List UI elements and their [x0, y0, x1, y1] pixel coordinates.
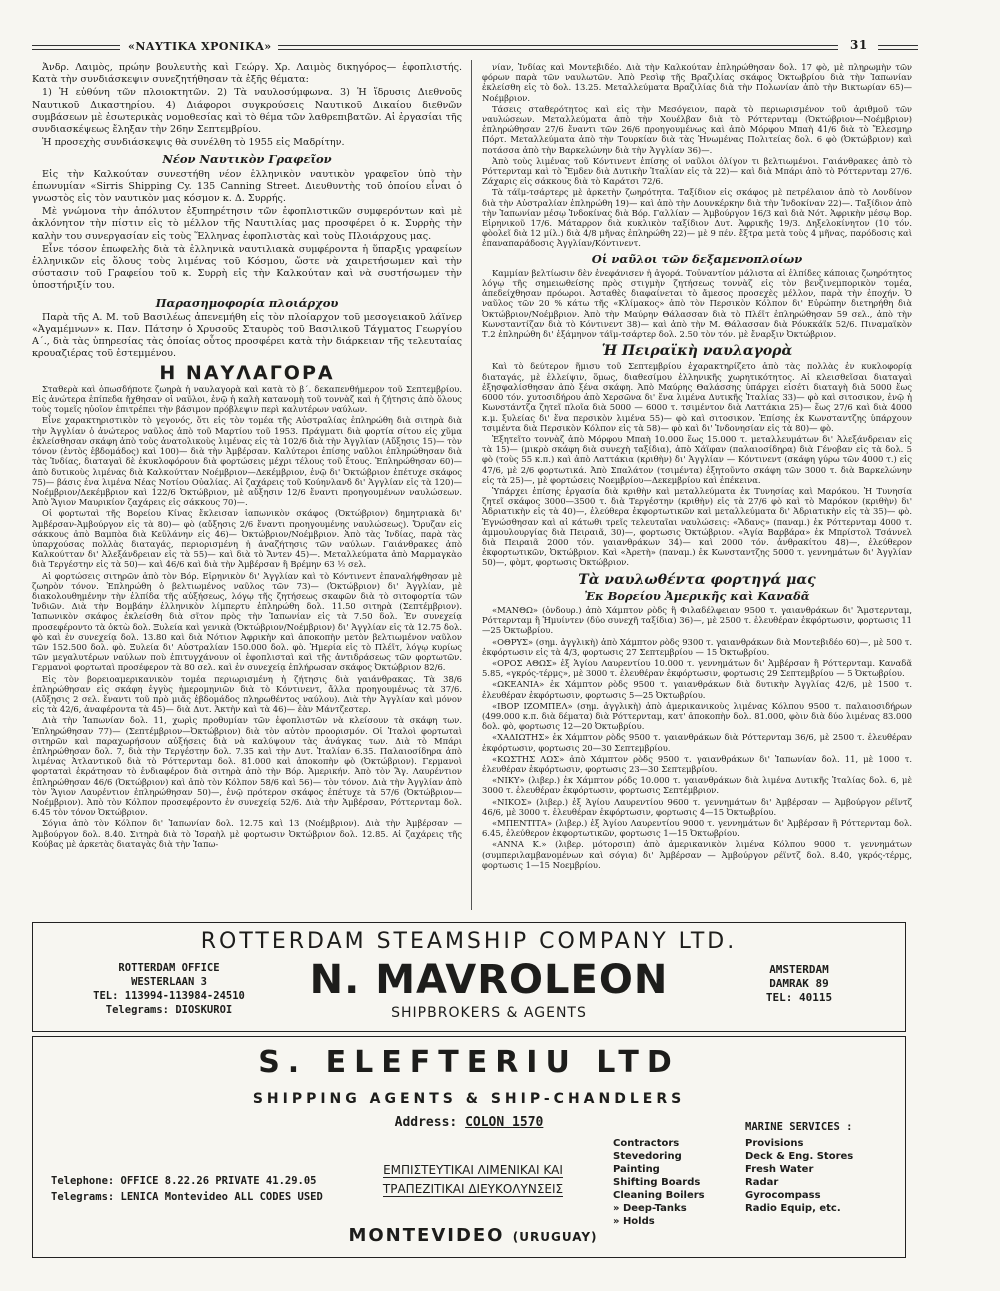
subheading-decoration: Παρασημοφορία πλοιάρχου: [155, 295, 339, 310]
column-divider: [471, 60, 472, 910]
list-item: Cleaning Boilers: [613, 1190, 705, 1201]
paragraph: Εἶνε χαρακτηριστικὸν τὸ γεγονός, ὅτι εἰς τὸν τομέα τῆς Αὐστραλίας ἐπληρώθη διὰ σιτηρὰ διὰ τὴν Ἀγγλίαν ὁ ἀνώτερος ναῦλος ἀπὸ τοῦ Μαρτίου τοῦ 1953. Πράγματι διὰ φορτία σίτου εἰς χῦμα ἐκλείσθησαν σκάφη ἀπὸ τοὺς ἀνατολικοὺς λιμένας εἰς τὰ 102/6 διὰ τὴν Ἀγγλίαν (Αὔξησις 15)— τὸν τόνον (ἐντὸς ἑβδομάδος) καὶ 100)— διὰ τὴν Ἀμβέρσαν. Καλύτεροι ἐπίσης ναῦλοι ἐπληρώθησαν διὰ τὰς Ἰνδίας, διαταγαὶ δὲ ἐκυκλοφόρουν διὰ φορτώσεις μέχρι τέλους τοῦ ἔτους. Ἐπληρώθησαν 60)— ἀπὸ δυτικοὺς λιμένας διὰ Καλκούτταν Νοέμβριον—Δεκέμβριον, ἐνῷ δι' Ὀκτώβριον ἐπέτυχε σκάφος 75)— βάσις ἐνα λιμένα Νέας Νοτίου Οὐαλίας. Αἱ ζαχάρεις τοῦ Κούηνλανδ δι' Ἀγγλίαν εἰς τὰ 120)— Νοέμβριον/Δεκέμβριον καὶ 122/6 Ὀκτώβριον, μὲ αὔξησιν 12/6 ἔναντι προηγουμένων ναυλώσεων. Ἀπὸ Ἅγιον Μαυρικίον ζαχάρεις εἰς σάκκους 70)—.: [32, 415, 462, 508]
list-item: Provisions: [745, 1138, 804, 1149]
paragraph: Εἰς τὴν Καλκούταν συνεστήθη νέον ἑλληνικὸν ναυτικὸν γραφεῖον ὑπὸ τὴν ἐπωνυμίαν «Sirris Shipping Cy. 135 Canning Street. Διευθυντὴς τοῦ ὁποίου εἶναι ὁ γνωστὸς εἰς τὸν ναυτικὸν μας κόσμον κ. Δ. Συρρής.: [32, 168, 462, 205]
paragraph: Ἐξητεῖτο τοννὰζ ἀπὸ Μόρφου Μπαὴ 10.000 ἕως 15.000 τ. μεταλλευμάτων δι' Ἀλεξάνδρειαν εἰς τὰ 15)— (μικρὸ σκάφη διὰ συνεχὴ ταξίδια), ἀπὸ Χάϊφαν (παλαιοσίδηρα) διὰ Γένοβαν εἰς τὰ δολ. 5 φὸ (τοὺς 55 κ.π.) καὶ ἀπὸ Λαττάκια (κριθὴν) δι' Ἀγγλίαν — Κόντινεντ (σκάφη γύρω τῶν 4000 τ.) εἰς 47/6, μὲ 2/6 φορτωτικά. Ἀπὸ Σπαλάτον (τσιμέντα) ἐξητοῦντο σκάφη τῶν 3000 τ. διὰ Βαρκελώνην εἰς τὰ 25)—, μὲ φορτώσεις Νοεμβρίου—Δεκεμβρίου καὶ ἐπέκεινα.: [482, 433, 912, 485]
paragraph: Εἶνε τόσον ἐπωφελὴς διὰ τὰ ἑλληνικὰ ναυτιλιακὰ συμφέροντα ἡ ὕπαρξις γραφείων ἑλληνικῶν εἰς ὅλους τοὺς λιμένας τοῦ Κόσμου, ὥστε νὰ χαιρετήσωμεν καὶ τὴν σύστασιν τοῦ Γραφείου τοῦ κ. Συρρὴ εἰς τὴν Καλκούταν καὶ νὰ συστήσωμεν τὴν ὑποστήριξίν του.: [32, 243, 462, 292]
right-column: [482, 62, 912, 910]
header-rule-left: [32, 45, 120, 50]
advertisement-elefteriu: [32, 1036, 906, 1258]
list-item: «ΟΡΟΣ ΑΘΩΣ» ἐξ Ἁγίου Λαυρεντίου 10.000 τ. γεννημάτων δι' Ἀμβέρσαν ἢ Ρόττερνταμ. Καναδᾶ 5.85, «γκρός-τέρμς», μὲ 3000 τ. ἐλευθέραν ἐκφόρτωσιν, φορτωσις 29 Σεπτεμβρίου — 5 Ὀκτωβρίου.: [482, 657, 912, 679]
list-item: » Holds: [613, 1216, 655, 1227]
office-telephone: TEL: 40115: [765, 991, 833, 1004]
paragraph: Σόγια ἀπὸ τὸν Κόλπον δι' Ἰαπωνίαν δολ. 12.75 καὶ 13 (Νοέμβριον). Διὰ τὴν Ἀμβέρσαν — Ἀμβούργον δολ. 8.40. Σιτηρὰ διὰ τὸ Ἰσραὴλ μὲ φορτωσιν Ὀκτώβριον δολ. 12.85. Αἱ ζαχάρεις τῆς Κούβας μὲ ἀρκετὰς διαταγὰς διὰ τὴν Ἰαπω-: [32, 818, 462, 849]
contact-block: [51, 1173, 351, 1205]
list-item: Radio Equip, etc.: [745, 1203, 841, 1214]
subheading-north-america: Ἐκ Βορείου Ἀμερικῆς καὶ Καναδᾶ: [584, 588, 810, 603]
freight-market-continued: [482, 62, 912, 249]
paragraph: νίαν, Ἰνδίας καὶ Μοντεβιδέο. Διὰ τὴν Καλκούταν ἐπληρώθησαν δολ. 17 φὸ, μὲ πληρωμὴν τῶν φόρων παρὰ τῶν ναυλωτῶν. Ἀπὸ Ρεσὶφ τῆς Βραζιλίας σκάφος Ὀκτωβρίου διὰ τὴν Ἰαπωνίαν ἐκλείσθη εἰς τὸ δολ. 13.25. Μεταλλεύματα Βραζιλίας διὰ τὴν Πολωνίαν ἀπὸ τὴν Βικτωρίαν 65)— Νοέμβριον.: [482, 62, 912, 103]
piraeus-market-body: [482, 361, 912, 567]
office-city: AMSTERDAM: [769, 963, 829, 976]
paragraph: Μὲ γνώμονα τὴν ἀπόλυτον ἐξυπηρέτησιν τῶν ἐφοπλιστικῶν συμφερόντων καὶ μὲ ἀκλόνητον τὴν πίστιν εἰς τὸ μέλλον τῆς Ναυτιλίας μας προσφέρει ὁ κ. Συρρὴς τὴν καλὴν του συνεργασίαν εἰς τοὺς Ἕλληνας ἐφοπλιστὰς καὶ τοὺς Πλοιάρχους μας.: [32, 206, 462, 242]
paragraph: Τὰ τάϊμ-τσάρτερς μὲ ἀρκετὴν ζωηρότητα. Ταξίδιον εἰς σκάφος μὲ πετρέλαιον ἀπὸ τὸ Λονδίνον διὰ τὴν Αὐστραλίαν ἐπληρώθη 19)— καὶ ἀπὸ τὴν Δουνκέρκην διὰ τὴν Ἰνδοκίναν 22)—. Ταξίδιον ἀπὸ τὴν Ἰαπωνίαν μέσῳ Ἰνδοκίνας διὰ Βόρ. Γαλλίαν — Ἀμβούργον 16/3 καὶ διὰ Νότ. Ἀφρικὴν μέσῳ Βορ. Εἰρηνικοῦ 17/6. Μάταρρον διὰ κυκλικὸν ταξίδιον Δυτ. Ἀφρικῆς 19/3. Δηξελοκίνητον (10 τόν. φὸολεῖ διὰ 12 μίλ.) διὰ 4/8 μῆνας ἐπληρώθη 22)— μὲ 9 πέν. ἔξτρα μετὰ τοὺς 4 μῆνας, παρόδοσις καὶ ἐπαναπαράδοσις Ἀγγλίαν/Κόντινεντ.: [482, 187, 912, 249]
paragraph: Εἰς τὸν βορειοαμερικανικὸν τομέα περιωρισμένη ἡ ζήτησις διὰ γαιάνθρακας. Τὰ 38/6 ἐπληρώθησαν εἰς σκάφη ἐγγὺς ἡμερομηνιῶν διὰ τὸ Κόντινεντ, ἄλλα προηγουμένως τὰ 37/6. (Αὔξησις 2 σελ. ἔναντι τοῦ πρὸ μιᾶς ἑβδομάδος πληρωθέντος ναύλου). Διὰ τὴν Ἀγγλίαν καὶ μόνον εἰς τὰ 42/6, ἀναφέροντα τὰ 45)— διὰ Δυτ. Ἀκτὴν καὶ τὰ 46)— ἐὰν Μάντζεστερ.: [32, 673, 462, 715]
paragraph: Τάσεις σταθερότητος καὶ εἰς τὴν Μεσόγειον, παρὰ τὸ περιωρισμένον τοῦ ἀριθμοῦ τῶν ναυλώσεων. Μεταλλεύματα ἀπὸ τὴν Χουέλβαν διὰ τὸ Ρόττερνταμ (Ὀκτώβριον—Νοέμβριον) ἐπληρώθησαν 27/6 ἔναντι τῶν 26/6 προηγουμένως καὶ ἀπὸ Μόρφου Μπαὴ 41/6 διὰ τὸ Ἔλεσμηρ Πόρτ. Μεταλλεύματα ἀπὸ τὴν Τουρκίαν διὰ τὰς Ἡνωμένας Πολιτείας δολ. 6 φὸ (Ὀκτώβριον) καὶ ποτάσσα ἀπὸ τὴν Βαρκελώνην διὰ τὴν Ἀγγλίαν 36)—.: [482, 103, 912, 155]
office-telephone: TEL: 113994-113984-24510: [93, 990, 245, 1002]
telegrams-line: Telegrams: LENICA Montevideo ALL CODES USED: [51, 1191, 323, 1203]
services-list-left: [613, 1137, 733, 1228]
freight-market-body: [32, 384, 462, 849]
section-heading-freight-market: Η ΝΑΥΛΑΓΟΡΑ: [159, 361, 335, 384]
tanker-freights-body: [482, 268, 912, 339]
list-item: «ΑΝΝΑ Κ.» (λιβερ. μότορσιπ) ἀπὸ ἀμερικανικὸν λιμένα Κόλπου 9000 τ. γεννημάτων (συμπεριλαμβανομένων καὶ σόγια) δι' Ἀμβέρσαν — Ἀμβούργον ρέϊντζ δολ. 8.40, γκρός-τέρμς, φορτωσις 1—15 Νοεμβρίου.: [482, 839, 912, 870]
left-column: [32, 62, 462, 910]
paragraph: Καὶ τὸ δεύτερον ἥμισυ τοῦ Σεπτεμβρίου ἐχαρακτηρίζετο ἀπὸ τὰς πολλὰς ἐν κυκλοφορίᾳ διαταγάς, μὲ ἐλλείψιν, ὅμως, διαθεσίμου ἑλληνικῆς χωρητικότητος. Αἱ κλεισθεῖσαι διαταγαὶ ἐξησφαλίσθησαν ἀπὸ ξένα σκάφη. Ἀπὸ Μαύρης Θαλάσσης ὑπάρχει εἰσέτι διαταγὴ διὰ 5000 ἕως 6000 τόν. χυτοσιδήρου ἀπὸ Χερσῶνα δι' ἕνα λιμένα Δυτικῆς Ἰταλίας 33)— φὸ καὶ σιτοσικον, ἐνῷ ἡ Κωνστάντζα ζητεῖ πλοῖα διὰ 5000 — 6000 τ. τσιμέντον διὰ Λαττάκια 25)— ἕως 27/6 καὶ διὰ 4000 κ.μ. ξυλείας δι' ἕνα περσικὸν λιμένα 55)— φὸ καὶ σιτοσικον. Ἐπίσης ἐκ Κωνσταντζης ὑπάρχουν τσιμέντα διὰ Περσικὸν Κόλπον εἰς τὰ 58)— φὸ καὶ δι' Ἰνδονησίαν εἰς τὰ 80)— φὸ.: [482, 361, 912, 433]
paragraph: Ἀνδρ. Λαιμὸς, πρώην βουλευτὴς καὶ Γεώργ. Χρ. Λαιμὸς δικηγόρος— ἐφοπλιστής. Κατὰ τὴν συνδιάσκεψιν συνεζητήθησαν τὰ ἑξῆς θέματα:: [32, 62, 462, 86]
greek-line: ΕΜΠΙΣΤΕΥΤΙΚΑΙ ΛΙΜΕΝΙΚΑΙ ΚΑΙ: [383, 1163, 563, 1177]
paragraph: Αἱ φορτώσεις σιτηρῶν ἀπὸ τὸν Βόρ. Εἰρηνικὸν δι' Ἀγγλίαν καὶ τὸ Κόντινεντ ἐπαναλήφθησαν μὲ ζωηρὸν τόνον. Ἐπληρώθη ὁ βελτιωμένος ναῦλος τῶν 73)— (Ὀκτώβριον) δι' Ἀγγλίαν, μὲ διακολουθημένην τὴν ἐλπίδα τῆς αὐξήσεως, λόγῳ τῆς ζητήσεως σκαφῶν διὰ τὸ σιτοφορτία τῶν Ἰνδιῶν. Διὰ τὴν Βομβάην ἑλληνικὸν λίμπερτυ ἐπληρώθη δολ. 11.50 σιτηρὰ (Σεπτέμβριον). Ἰαπωνικὸν σκάφος ἐκλείσθη διὰ σῖτον πρὸς τὴν Ἰαπωνίαν εἰς τὰ 7.50 δολ. Ἐν συνεχείᾳ προσεφέροντο τὰ ὀκτὼ δολ. Ξυλεία καὶ γενικὰ (Ὀκτώβριον/Νοέμβριον) δι' Ἀγγλίαν εἰς τὰ 12.75 δολ. φὸ καὶ ἐν συνεχείᾳ δολ. 13.80 καὶ διὰ Νότιον Ἀφρικὴν καὶ ἀποκοπὴν μετὸν βελτιωμένον ναῦλον τῶν 152.500 δολ. φὸ. Ξυλεία δι' Αὐστραλίαν 150.000 δολ. φὸ. Ἡμερία εἰς τὸ Πλέϊτ, λόγῳ κυρίως τῶν μεγαλυτέρων ναύλων ποὺ ἐπιτυγχάνουν οἱ ἐφοπλισταὶ καὶ τῆς ἀντιδράσεως τῶν φορτωτῶν. Γερμανοὶ φορτωταὶ προσέφερον τὰ 80 σελ. καὶ ἐν συνεχείᾳ ἐπλήρωσαν σκάφος Ὀκτώβριον 82/6.: [32, 570, 462, 673]
agent-subtitle: SHIPPING AGENTS & SHIP-CHANDLERS: [252, 1091, 686, 1107]
paragraph: Σταθερὰ καὶ ὁπωσδήποτε ζωηρὰ ἡ ναυλαγορὰ καὶ κατὰ τὸ β΄. δεκαπενθήμερον τοῦ Σεπτεμβρίου. Εἰς ἀνώτερα ἐπίπεδα ἤχθησαν οἱ ναῦλοι, ἐνῷ ἡ καλὴ κατανομὴ τοῦ τοννὰζ καὶ ἡ ζήτησις ἀπὸ ὅλους τοὺς τομεῖς ηὐοῖον ἐπιτρέπει τὴν βάσιμον πρόβλεψιν περὶ καλυτέρων ναύλων.: [32, 383, 462, 415]
list-item: Gyrocompass: [745, 1190, 821, 1201]
list-item: Deck & Eng. Stores: [745, 1151, 854, 1162]
list-item: Contractors: [613, 1138, 680, 1149]
paragraph: Καμμίαν βελτίωσιν δὲν ἐνεφάνισεν ἡ ἀγορά. Τοὐναντίον μάλιστα αἱ ἐλπίδες κάποιας ζωηρότητος λόγῳ τῆς σημειωθείσης πρὸς στιγμὴν ζητήσεως τοννὰζ εἰς τὸν βενζινεμπορικὸν τομέα, ἀπεδείχθησαν πρόωροι. Ἀσταθὲς διαφαίνεται τὸ ἄμεσος προσεχὲς μέλλον, παρὰ τὴν ἐποχήν. Ὁ ναῦλος τῶν 20 % κάτω τῆς «Κλίμακος» ἀπὸ τὸν Περσικὸν Κόλπον δι' Εὐρώπην διετηρήθη διὰ Ὀκτώβριον/Νοέμβριον. Ἀπὸ τὴν Μαύρην Θάλασσαν διὰ τὸ Πλέϊτ ἐπληρώθησαν 59 σελ., ἀπὸ τὴν Κωνσταντίζαν διὰ τὸ Κόντινεντ 38)— καὶ ἀπὸ τὴν Μ. Θάλασσαν διὰ Ρόυκκάϊκ 52/6. Πιναμαϊκὸν Τ.2 ἐπληρώθη δι' ἐξάμηνον τάϊμ-τσάρτερ δολ. 2.50 τὸν τόν. μὲ ἔναρξιν Ὀκτώβριον.: [482, 267, 912, 340]
paragraph: Ἡ προσεχὴς συνδιάσκεψις θὰ συνέλθη τὸ 1955 εἰς Μαδρίτην.: [42, 137, 345, 149]
list-item: Stevedoring: [613, 1151, 682, 1162]
list-item: «ΝΙΚΟΣ» (λιβερ.) ἐξ Ἁγίου Λαυρεντίου 9600 τ. γεννημάτων δι' Ἀμβέρσαν — Ἀμβούργον ρέϊντζ 46/6, μὲ 3000 τ. ἐλευθέραν ἐκφόρτωσιν, φορτωσις 4—15 Ὀκτωβρίου.: [482, 796, 912, 817]
paragraph: Οἱ φορτωταὶ τῆς Βορείου Κίνας ἔκλεισαν ἰαπωνικὸν σκάφος (Ὀκτώβριον) δημητριακὰ δι' Ἀμβέρσαν-Ἀμβούργον εἰς τὰ 80)— φὸ (αὔξησις 2/6 ἔναντι προηγουμένης ναυλώσεως). Ὄρυζαν εἰς σάκκους ἀπὸ Βαμπὸα διὰ Κεϋλάνην εἰς 46)— Ὀκτώβριον/Νοέμβριον. Ἀπὸ τὰς Ἰνδίας, παρὰ τὰς ὑπαρχούσας πολλὰς διαταγάς, περιορισμένη ἡ ἀναζήτησις τῶν ναύλων. Γαιάνθρακες ἀπὸ Καλκούτταν δι' Ἀλεξάνδρειαν εἰς τὰ 55)— καὶ διὰ τὸ Ἄντεν 45)—. Μεταλλεύματα ἀπὸ Μαρμαγκὰο διὰ Τεργέστην εἰς τὰ 50)— καὶ 46/6 καὶ διὰ τὴν Ἀμβέρσαν ἢ Βρέμην 63 ½ σελ.: [32, 508, 462, 570]
greek-services-block: [333, 1161, 613, 1199]
company-name: ROTTERDAM STEAMSHIP COMPANY LTD.: [200, 929, 738, 954]
office-telegrams: Telegrams: DIOSKUROI: [105, 1004, 233, 1016]
office-title: ROTTERDAM OFFICE: [118, 962, 220, 974]
paragraph: Ὑπάρχει ἐπίσης ἐργασία διὰ κριθὴν καὶ μεταλλεύματα ἐκ Τυνησίας καὶ Μαρόκου. Ἡ Τυνησία ζητεῖ σκάφος 3000—3500 τ. διὰ Τεργέστην (κριθὴν) εἰς τὰ 27/6 φὸ καὶ τὸ Μαρόκον (κριθὴν) δι' Ἀδριατικὴν εἰς τὰ 40)—, ἐλεύθερα ἐκφορτωτικῶν καὶ μεταλλεύματα δι' Ἀδριατικὴν εἰς τὰ 35)— φὸ. Ἐγνώσθησαν καὶ αἱ κάτωθι τρεῖς τελευταῖαι ναυλώσεις: «Ἄδανς» (παναμ.) ἐκ Ρόττερνταμ 4000 τ. ἀμμουλουργίας διὰ Πειραιᾶ, 30)—, φορτωσις Ὀκτώβριον. «Ἁγία Βαρβάρα» ἐκ Μπρίστολ Τσάννελ διὰ Πειραιᾶ 2000 τόν. γαιανθράκων 34)— καὶ 2000 τόν. ἀνθρακίτου 48)—, ἐλεύθερον ἐκφορτωτικῶν, Ὀκτώβριον. Καὶ «Ἀρετὴ» (παναμ.) ἐκ Κωνσταντζης 5000 τ. γεννημάτων δι' Ἀγγλίαν 50)—, φὸμτ, φορτωσις Ὀκτώβριον.: [482, 485, 912, 568]
advertisement-mavroleon: [32, 922, 906, 1032]
list-item: «ΚΩΣΤΗΣ ΛΩΣ» ἀπὸ Χάμπτον ρὸδς 9500 τ. γαιανθράκων δι' Ἰαπωνίαν δολ. 11, μὲ 1000 τ. ἐλευθέραν ἐκφόρτωσιν, φορτωσις 23—30 Σεπτεμβρίου.: [482, 753, 912, 774]
agent-name: S. ELEFTERIU LTD: [258, 1045, 680, 1080]
header-rule-middle: [278, 45, 838, 50]
amsterdam-office-block: [709, 963, 889, 1005]
page-number: 31: [850, 38, 868, 52]
paragraph: Παρὰ τῆς Α. Μ. τοῦ Βασιλέως ἀπενεμήθη εἰς τὸν πλοίαρχον τοῦ μεσογειακοῦ λάϊνερ «Ἀγαμέμνων» κ. Παν. Πάτσην ὁ Χρυσοῦς Σταυρὸς τοῦ Βασιλικοῦ Τάγματος Γεωργίου Α΄., διὰ τὰς ὑπηρεσίας τὰς ὁποίας οὗτος προσφέρει κατὰ τὴν διάρκειαν τῆς τελευταίας κρουαζιέρας τοῦ ἐστεμμένου.: [32, 311, 462, 360]
agent-name: N. MAVROLEON: [309, 957, 669, 1003]
services-list-right: [745, 1137, 895, 1215]
city-name: MONTEVIDEO: [348, 1225, 505, 1246]
paragraph: Ἀπὸ τοὺς λιμένας τοῦ Κόντινεντ ἐπίσης οἱ ναῦλοι ὀλίγον τι βελτιωμένοι. Γαιάνθρακες ἀπὸ τὸ Ρόττερνταμ καὶ τὸ Ἔμδεν διὰ Δυτικὴν Ἰταλίαν εἰς τὰ 22)— καὶ διὰ Μπάρι ἀπὸ τὸ Ρόττερνταμ 27/6. Ζάχαρις εἰς σάκκους διὰ τὸ Καράτσι 72/6.: [482, 155, 912, 187]
list-item: «ΙΒΟΡ ΙΖΟΜΠΕΛ» (σημ. ἀγγλικὴ) ἀπὸ ἀμερικανικοὺς λιμένας Κόλπου 9500 τ. παλαιοσιδήρων (499.000 κ.π. διὰ δέματα) διὰ Ρόττερνταμ, κατ' ἀποκοπὴν δολ. 81.000, φὸιν διὰ δύο λιμένας 83.000 δολ. φὸ, φορτωσις 12—20 Ὀκτωβρίου.: [482, 700, 912, 732]
list-item: Painting: [613, 1164, 660, 1175]
list-item: «ΜΠΕΝΤΙΤΑ» (λιβερ.) ἐξ Ἁγίου Λαυρεντίου 9000 τ. γεννημάτων δι' Ἀμβέρσαν ἢ Ρόττερνταμ δολ. 6.45, ἐλεύθερον ἐκφορτωτικῶν, φορτωσις 1—15 Ὀκτωβρίου.: [482, 818, 912, 839]
office-street: DAMRAK 89: [769, 977, 829, 990]
paragraph: 1) Ἡ εὐθύνη τῶν πλοιοκτητῶν. 2) Τὰ ναυλοσύμφωνα. 3) Ἡ ἵδρυσις Διεθνοῦς Ναυτικοῦ Δικαστηρίου. 4) Διάφοροι συγκρούσεις Ναυτικοῦ Δικαίου διεθνῶν συμβάσεων μὲ ἐσωτερικὰς νομοθεσίας καὶ τὸ θέμα τῶν λαθρεπιβατῶν. Αἱ ἐργασίαι τῆς συνδιασκέψεως ἔληξαν τὴν 26ην Σεπτεμβρίου.: [32, 87, 462, 136]
subheading-new-office: Νέον Ναυτικὸν Γραφεῖον: [162, 152, 332, 167]
agent-subtitle: SHIPBROKERS & AGENTS: [391, 1005, 587, 1021]
list-item: » Deep-Tanks: [613, 1203, 687, 1214]
heading-chartered-ships: Τὰ ναυλωθέντα φορτηγά μας: [578, 571, 816, 588]
header-rule-right: [878, 45, 918, 50]
page-header: [32, 40, 912, 54]
publication-title: «ΝΑΥΤΙΚΑ ΧΡΟΝΙΚΑ»: [128, 40, 272, 53]
marine-services-label: MARINE SERVICES :: [745, 1121, 853, 1133]
list-item: «ΝΙΚΥ» (λιβερ.) ἐκ Χάμπτον ρόδς 10.000 τ. γαιανθράκων διὰ λιμένα Δυτικῆς Ἰταλίας δολ. 6, μὲ 3000 τ. ἐλευθέραν ἐκφόρτωσιν, φορτωσις Σεπτέμβριον.: [482, 775, 912, 796]
list-item: «ΜΑΝΘΩ» (ὀνδουρ.) ἀπὸ Χάμπτον ρὸδς ἢ Φιλαδέλφειαν 9500 τ. γαιανθράκων δι' Ἄμστερνταμ, Ρόττερνταμ ἢ Ἡμυίντεν (δύο συνεχῆ ταξίδια) 36)—, μὲ 2500 τ. ἐλευθέραν ἐκφόρτωσιν, φορτωσις 11—25 Ὀκτωβρίου.: [482, 604, 912, 636]
paragraph: Διὰ τὴν Ἰαπωνίαν δολ. 11, χωρὶς προθυμίαν τῶν ἐφοπλιστῶν νὰ κλείσουν τὰ σκάφη των. Ἐπληρώθησαν 77)— (Σεπτέμβριον—Ὀκτώβριον) διὰ τὸν αὐτὸν προορισμόν. Οἱ Ἰταλοὶ φορτωταὶ σιτηρῶν καὶ παραχωρήσουν αὐξήσεις διὰ νὰ καλύψουν τὰς ἀνάγκας των. Διὰ τὸ Μπάρι ἐπληρώθησαν δολ. 7, διὰ τὴν Τεργέστην δολ. 7.35 καὶ τὴν Δυτ. Ἰταλίαν 6.35. Παλαιοσίδηρα ἀπὸ λιμένας Ἀτλαντικοῦ διὰ τὸ Ρόττερνταμ δολ. 81.000 καὶ ἀποκοπὴν φὸ (Ὀκτώβριον). Γερμανοὶ φορταταὶ ἐκράτησαν τὸ ἐνδιαφέρον διὰ σιτηρὰ ἀπὸ τὴν Βόρ. Ἀμερικήν. Ἀπὸ τὸν Ἅγ. Λαυρέντιον ἐπληρώθησαν 46/6 (Ὀκτώβριον) καὶ ἀπὸ τὸν Κόλπον 58/6 καὶ 56)— τὸν τόνον. Διὰ τὴν Ἀγγλίαν ἀπὸ τὸν Ἅγιον Λαυρέντιον ἐπληρώθησαν 50)—, ἐνῷ πρότερον σκάφος ἐπέτυχε τὰ 57/6 (Ὀκτώβριον—Νοέμβριον). Ἀπὸ τὸν Κόλπον προσεφέροντο ἐν συνεχείᾳ 52/6. Διὰ τὴν Ἀμβέρσαν, Ρόττερνταμ δολ. 6.45 τὸν τόνον Ὀκτώβριον.: [32, 715, 462, 818]
list-item: «ΟΘΡΥΣ» (σημ. ἀγγλικὴ) ἀπὸ Χάμπτον ρὸδς 9300 τ. γαιανθράκων διὰ Μοντεβιδέο 60)—, μὲ 500 τ. ἐκφόρτωσιν εἰς τὰ 4/3, φορτωσις 27 Σεπτεμβρίου — 15 Ὀκτωβρίου.: [482, 636, 912, 657]
heading-piraeus-market: Ἡ Πειραϊκὴ ναυλαγορὰ: [601, 343, 793, 360]
rotterdam-office-block: [59, 961, 279, 1017]
cargo-list: [482, 605, 912, 870]
address-label: Address:: [394, 1115, 458, 1130]
greek-line: ΤΡΑΠΕΖΙΤΙΚΑΙ ΔΙΕΥΚΟΛΥΝΣΕΙΣ: [382, 1182, 564, 1196]
country-name: (URUGUAY): [512, 1230, 598, 1244]
list-item: Radar: [745, 1177, 779, 1188]
subheading-tanker-freights: Οἱ ναῦλοι τῶν δεξαμενοπλοίων: [591, 251, 803, 266]
list-item: Fresh Water: [745, 1164, 814, 1175]
office-street: WESTERLAAN 3: [131, 976, 207, 988]
list-item: Shifting Boards: [613, 1177, 701, 1188]
address-value: COLON 1570: [465, 1115, 544, 1130]
list-item: «ΩΚΕΑΝΙΑ» ἐκ Χάμπτον ρὸδς 9500 τ. γαιανθράκων διὰ δυτικὴν Ἀγγλίας 42/6, μὲ 1500 τ. ἐλευθέραν ἐκφόρτωσιν, φορτωσις 5—25 Ὀκτωβρίου.: [482, 679, 912, 700]
telephone-line: Telephone: OFFICE 8.22.26 PRIVATE 41.29.05: [51, 1175, 317, 1187]
city-line: [323, 1225, 623, 1246]
list-item: «ΧΑΔΙΩΤΗΣ» ἐκ Χάμπτον ρὸδς 9500 τ. γαιανθράκων διὰ Ρόττερνταμ 36/6, μὲ 2500 τ. ἐλευθέραν ἐκφόρτωσιν, φορτωσις 20—30 Σεπτεμβρίου.: [482, 732, 912, 753]
